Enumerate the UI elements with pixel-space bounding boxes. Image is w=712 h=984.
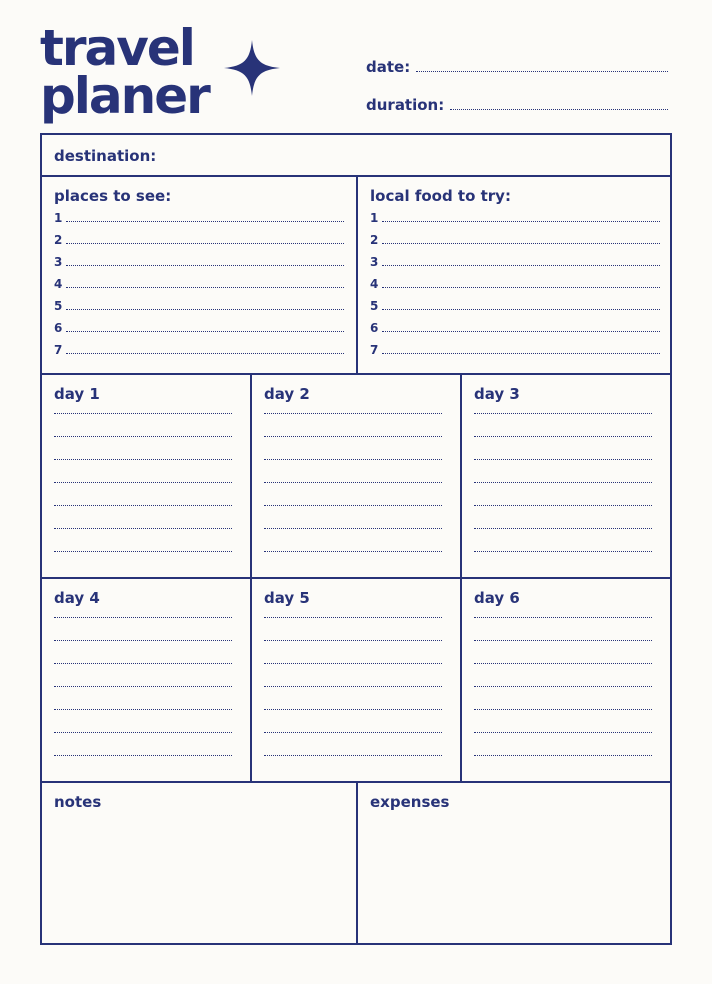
item-number: 6 xyxy=(54,321,63,335)
writing-line xyxy=(54,435,232,437)
day-3-section[interactable] xyxy=(462,375,670,577)
writing-line xyxy=(474,458,652,460)
sparkle-icon xyxy=(224,40,280,96)
list-item[interactable] xyxy=(370,321,660,335)
list-item[interactable] xyxy=(370,299,660,313)
duration-line xyxy=(450,108,668,110)
writing-line xyxy=(264,639,442,641)
writing-line xyxy=(474,708,652,710)
day-1-section[interactable] xyxy=(42,375,250,577)
writing-line xyxy=(66,308,344,310)
writing-line xyxy=(54,731,232,733)
writing-line xyxy=(54,639,232,641)
list-item[interactable] xyxy=(54,233,344,247)
item-number: 4 xyxy=(370,277,379,291)
writing-line xyxy=(474,754,652,756)
item-number: 2 xyxy=(370,233,379,247)
writing-line xyxy=(474,685,652,687)
day-label: day 1 xyxy=(54,385,100,403)
food-label: local food to try: xyxy=(370,187,511,205)
planner-frame xyxy=(40,133,672,945)
writing-line xyxy=(264,708,442,710)
writing-line xyxy=(474,481,652,483)
list-item[interactable] xyxy=(54,255,344,269)
date-label: date: xyxy=(366,58,411,76)
writing-line xyxy=(264,527,442,529)
writing-line xyxy=(264,754,442,756)
destination-label: destination: xyxy=(54,147,157,165)
places-section xyxy=(42,177,356,373)
page-title xyxy=(40,19,209,125)
duration-field[interactable] xyxy=(366,96,668,114)
writing-line xyxy=(474,527,652,529)
writing-line xyxy=(54,412,232,414)
day-label: day 3 xyxy=(474,385,520,403)
item-number: 3 xyxy=(54,255,63,269)
day-label: day 2 xyxy=(264,385,310,403)
writing-line xyxy=(54,708,232,710)
writing-line xyxy=(382,264,660,266)
item-number: 2 xyxy=(54,233,63,247)
item-number: 1 xyxy=(370,211,379,225)
writing-line xyxy=(474,412,652,414)
divider xyxy=(42,577,670,579)
list-item[interactable] xyxy=(54,211,344,225)
writing-line xyxy=(264,685,442,687)
writing-line xyxy=(474,550,652,552)
writing-line xyxy=(54,616,232,618)
writing-line xyxy=(264,731,442,733)
item-number: 5 xyxy=(370,299,379,313)
writing-line xyxy=(54,504,232,506)
writing-line xyxy=(382,220,660,222)
item-number: 4 xyxy=(54,277,63,291)
divider xyxy=(250,375,252,781)
list-item[interactable] xyxy=(54,299,344,313)
writing-line xyxy=(54,685,232,687)
list-item[interactable] xyxy=(54,343,344,357)
places-label: places to see: xyxy=(54,187,172,205)
writing-line xyxy=(54,662,232,664)
day-2-section[interactable] xyxy=(252,375,460,577)
destination-field[interactable] xyxy=(42,135,670,175)
list-item[interactable] xyxy=(54,277,344,291)
writing-line xyxy=(264,550,442,552)
day-4-section[interactable] xyxy=(42,579,250,781)
day-label: day 4 xyxy=(54,589,100,607)
writing-line xyxy=(54,458,232,460)
writing-line xyxy=(382,286,660,288)
writing-line xyxy=(66,264,344,266)
writing-line xyxy=(264,504,442,506)
writing-line xyxy=(474,731,652,733)
writing-line xyxy=(474,504,652,506)
item-number: 7 xyxy=(54,343,63,357)
item-number: 6 xyxy=(370,321,379,335)
writing-line xyxy=(474,639,652,641)
item-number: 3 xyxy=(370,255,379,269)
notes-label: notes xyxy=(54,793,102,811)
item-number: 1 xyxy=(54,211,63,225)
divider xyxy=(460,375,462,781)
duration-label: duration: xyxy=(366,96,445,114)
writing-line xyxy=(264,616,442,618)
writing-line xyxy=(474,662,652,664)
title-line-1: travel xyxy=(40,19,194,77)
list-item[interactable] xyxy=(370,255,660,269)
date-field[interactable] xyxy=(366,58,668,76)
title-line-2: planer xyxy=(40,67,209,125)
writing-line xyxy=(66,286,344,288)
notes-section[interactable] xyxy=(42,783,356,943)
writing-line xyxy=(264,662,442,664)
writing-line xyxy=(264,412,442,414)
list-item[interactable] xyxy=(370,211,660,225)
item-number: 5 xyxy=(54,299,63,313)
list-item[interactable] xyxy=(370,277,660,291)
writing-line xyxy=(382,352,660,354)
writing-line xyxy=(264,458,442,460)
writing-line xyxy=(382,308,660,310)
day-5-section[interactable] xyxy=(252,579,460,781)
food-section xyxy=(358,177,670,373)
writing-line xyxy=(382,330,660,332)
list-item[interactable] xyxy=(370,233,660,247)
writing-line xyxy=(54,550,232,552)
writing-line xyxy=(66,352,344,354)
day-label: day 5 xyxy=(264,589,310,607)
writing-line xyxy=(382,242,660,244)
writing-line xyxy=(474,616,652,618)
item-number: 7 xyxy=(370,343,379,357)
writing-line xyxy=(66,220,344,222)
day-6-section[interactable] xyxy=(462,579,670,781)
date-line xyxy=(416,70,668,72)
writing-line xyxy=(264,481,442,483)
expenses-label: expenses xyxy=(370,793,450,811)
day-label: day 6 xyxy=(474,589,520,607)
writing-line xyxy=(66,330,344,332)
expenses-section[interactable] xyxy=(358,783,670,943)
list-item[interactable] xyxy=(54,321,344,335)
writing-line xyxy=(474,435,652,437)
writing-line xyxy=(264,435,442,437)
writing-line xyxy=(66,242,344,244)
writing-line xyxy=(54,754,232,756)
writing-line xyxy=(54,527,232,529)
writing-line xyxy=(54,481,232,483)
list-item[interactable] xyxy=(370,343,660,357)
